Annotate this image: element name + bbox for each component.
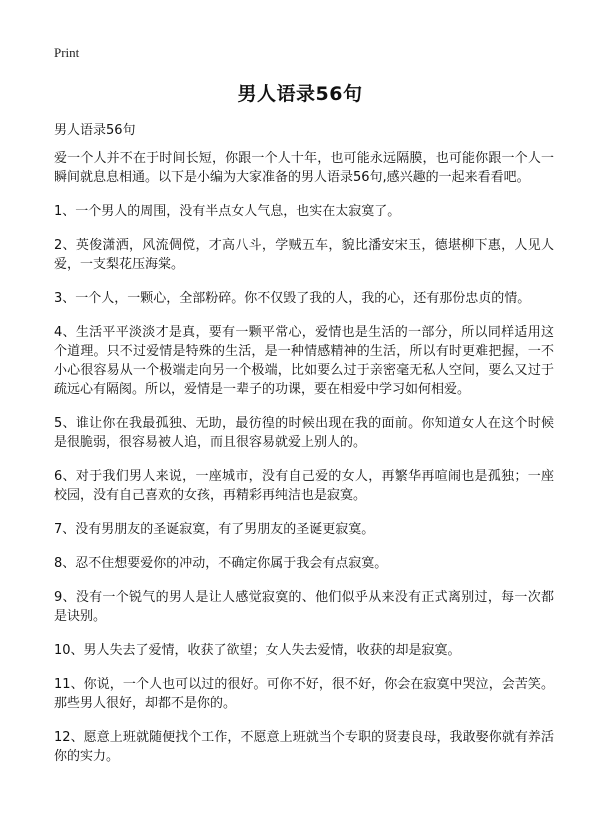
intro-paragraph: 爱一个人并不在于时间长短，你跟一个人十年，也可能永远隔膜，也可能你跟一个人一瞬间就息息相通。以下是小编为大家准备的男人语录56句,感兴趣的一起来看看吧。: [54, 151, 554, 185]
quote-paragraph-3: 3、一个人，一颗心，全部粉碎。你不仅毁了我的人，我的心，还有那份忠贞的情。: [54, 291, 531, 306]
print-label: Print: [54, 45, 80, 60]
quote-paragraph-8: 8、忍不住想要爱你的冲动，不确定你属于我会有点寂寞。: [54, 556, 388, 571]
quote-paragraph-5: 5、谁让你在我最孤独、无助，最彷徨的时候出现在我的面前。你知道女人在这个时候是很脆弱，很容易被人追，而且很容易就爱上别人的。: [54, 416, 554, 450]
subtitle: 男人语录56句: [54, 123, 136, 138]
quote-paragraph-1: 1、一个男人的周围，没有半点女人气息，也实在太寂寞了。: [54, 204, 401, 219]
quote-paragraph-9: 9、没有一个锐气的男人是让人感觉寂寞的、他们似乎从来没有正式离别过，每一次都是诀别。: [54, 590, 554, 624]
quote-paragraph-11: 11、你说，一个人也可以过的很好。可你不好，很不好，你会在寂寞中哭泣，会苦笑。那些男人很好，却都不是你的。: [54, 677, 554, 711]
quote-paragraph-7: 7、没有男朋友的圣诞寂寞，有了男朋友的圣诞更寂寞。: [54, 522, 375, 537]
quote-paragraph-12: 12、愿意上班就随便找个工作，不愿意上班就当个专职的贤妻良母，我敢娶你就有养活你的实力。: [54, 730, 554, 764]
quote-paragraph-4: 4、生活平平淡淡才是真，要有一颗平常心，爱情也是生活的一部分，所以同样适用这个道理。只不过爱情是特殊的生活，是一种情感精神的生活，所以有时更难把握，一不小心很容易从一个极端走向另一个极端，比如要么过于亲密毫无私人空间，要么又过于疏远心有隔阂。所以，爱情是一辈子的功课，要在相爱中学习如何相爱。: [54, 325, 554, 397]
quote-paragraph-2: 2、英俊潇洒，风流倜傥，才高八斗，学贼五车，貌比潘安宋玉，德堪柳下惠，人见人爱，一支梨花压海棠。: [54, 238, 554, 272]
article-body: [54, 149, 554, 781]
quote-paragraph-6: 6、对于我们男人来说，一座城市，没有自己爱的女人，再繁华再喧闹也是孤独；一座校园，没有自己喜欢的女孩，再精彩再纯洁也是寂寞。: [54, 469, 554, 503]
quote-paragraph-10: 10、男人失去了爱情，收获了欲望；女人失去爱情，收获的却是寂寞。: [54, 643, 461, 658]
page-title: 男人语录56句: [237, 83, 363, 105]
